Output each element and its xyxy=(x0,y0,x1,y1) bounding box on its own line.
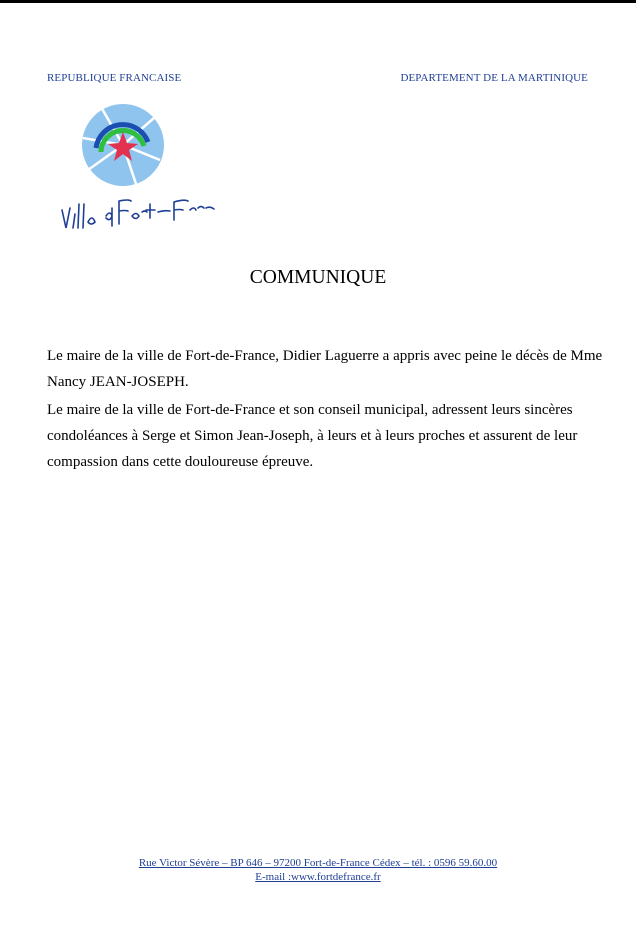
top-rule xyxy=(0,0,636,3)
paragraph-announcement: Le maire de la ville de Fort-de-France, Didier Laguerre a appris avec peine le décès de Mme Nancy JEAN-JOSEPH. xyxy=(47,348,603,390)
footer-email-link[interactable]: E-mail :www.fortdefrance.fr xyxy=(255,871,381,883)
header-departement: DEPARTEMENT DE LA MARTINIQUE xyxy=(400,72,588,84)
city-emblem-icon xyxy=(56,98,216,238)
paragraph-condolences: Le maire de la ville de Fort-de-France et son conseil municipal, adressent leurs sincères condoléances à Serge et Simon Jean-Joseph, à leurs et à leurs proches et assurent de leur compassion dans cette douloureuse épreuve. xyxy=(47,402,578,470)
page-title: COMMUNIQUE xyxy=(249,267,387,288)
header-republique: REPUBLIQUE FRANCAISE xyxy=(47,72,182,84)
footer-address[interactable]: Rue Victor Sévère – BP 646 – 97200 Fort-de-France Cédex – tél. : 0596 59.60.00 xyxy=(138,857,498,869)
